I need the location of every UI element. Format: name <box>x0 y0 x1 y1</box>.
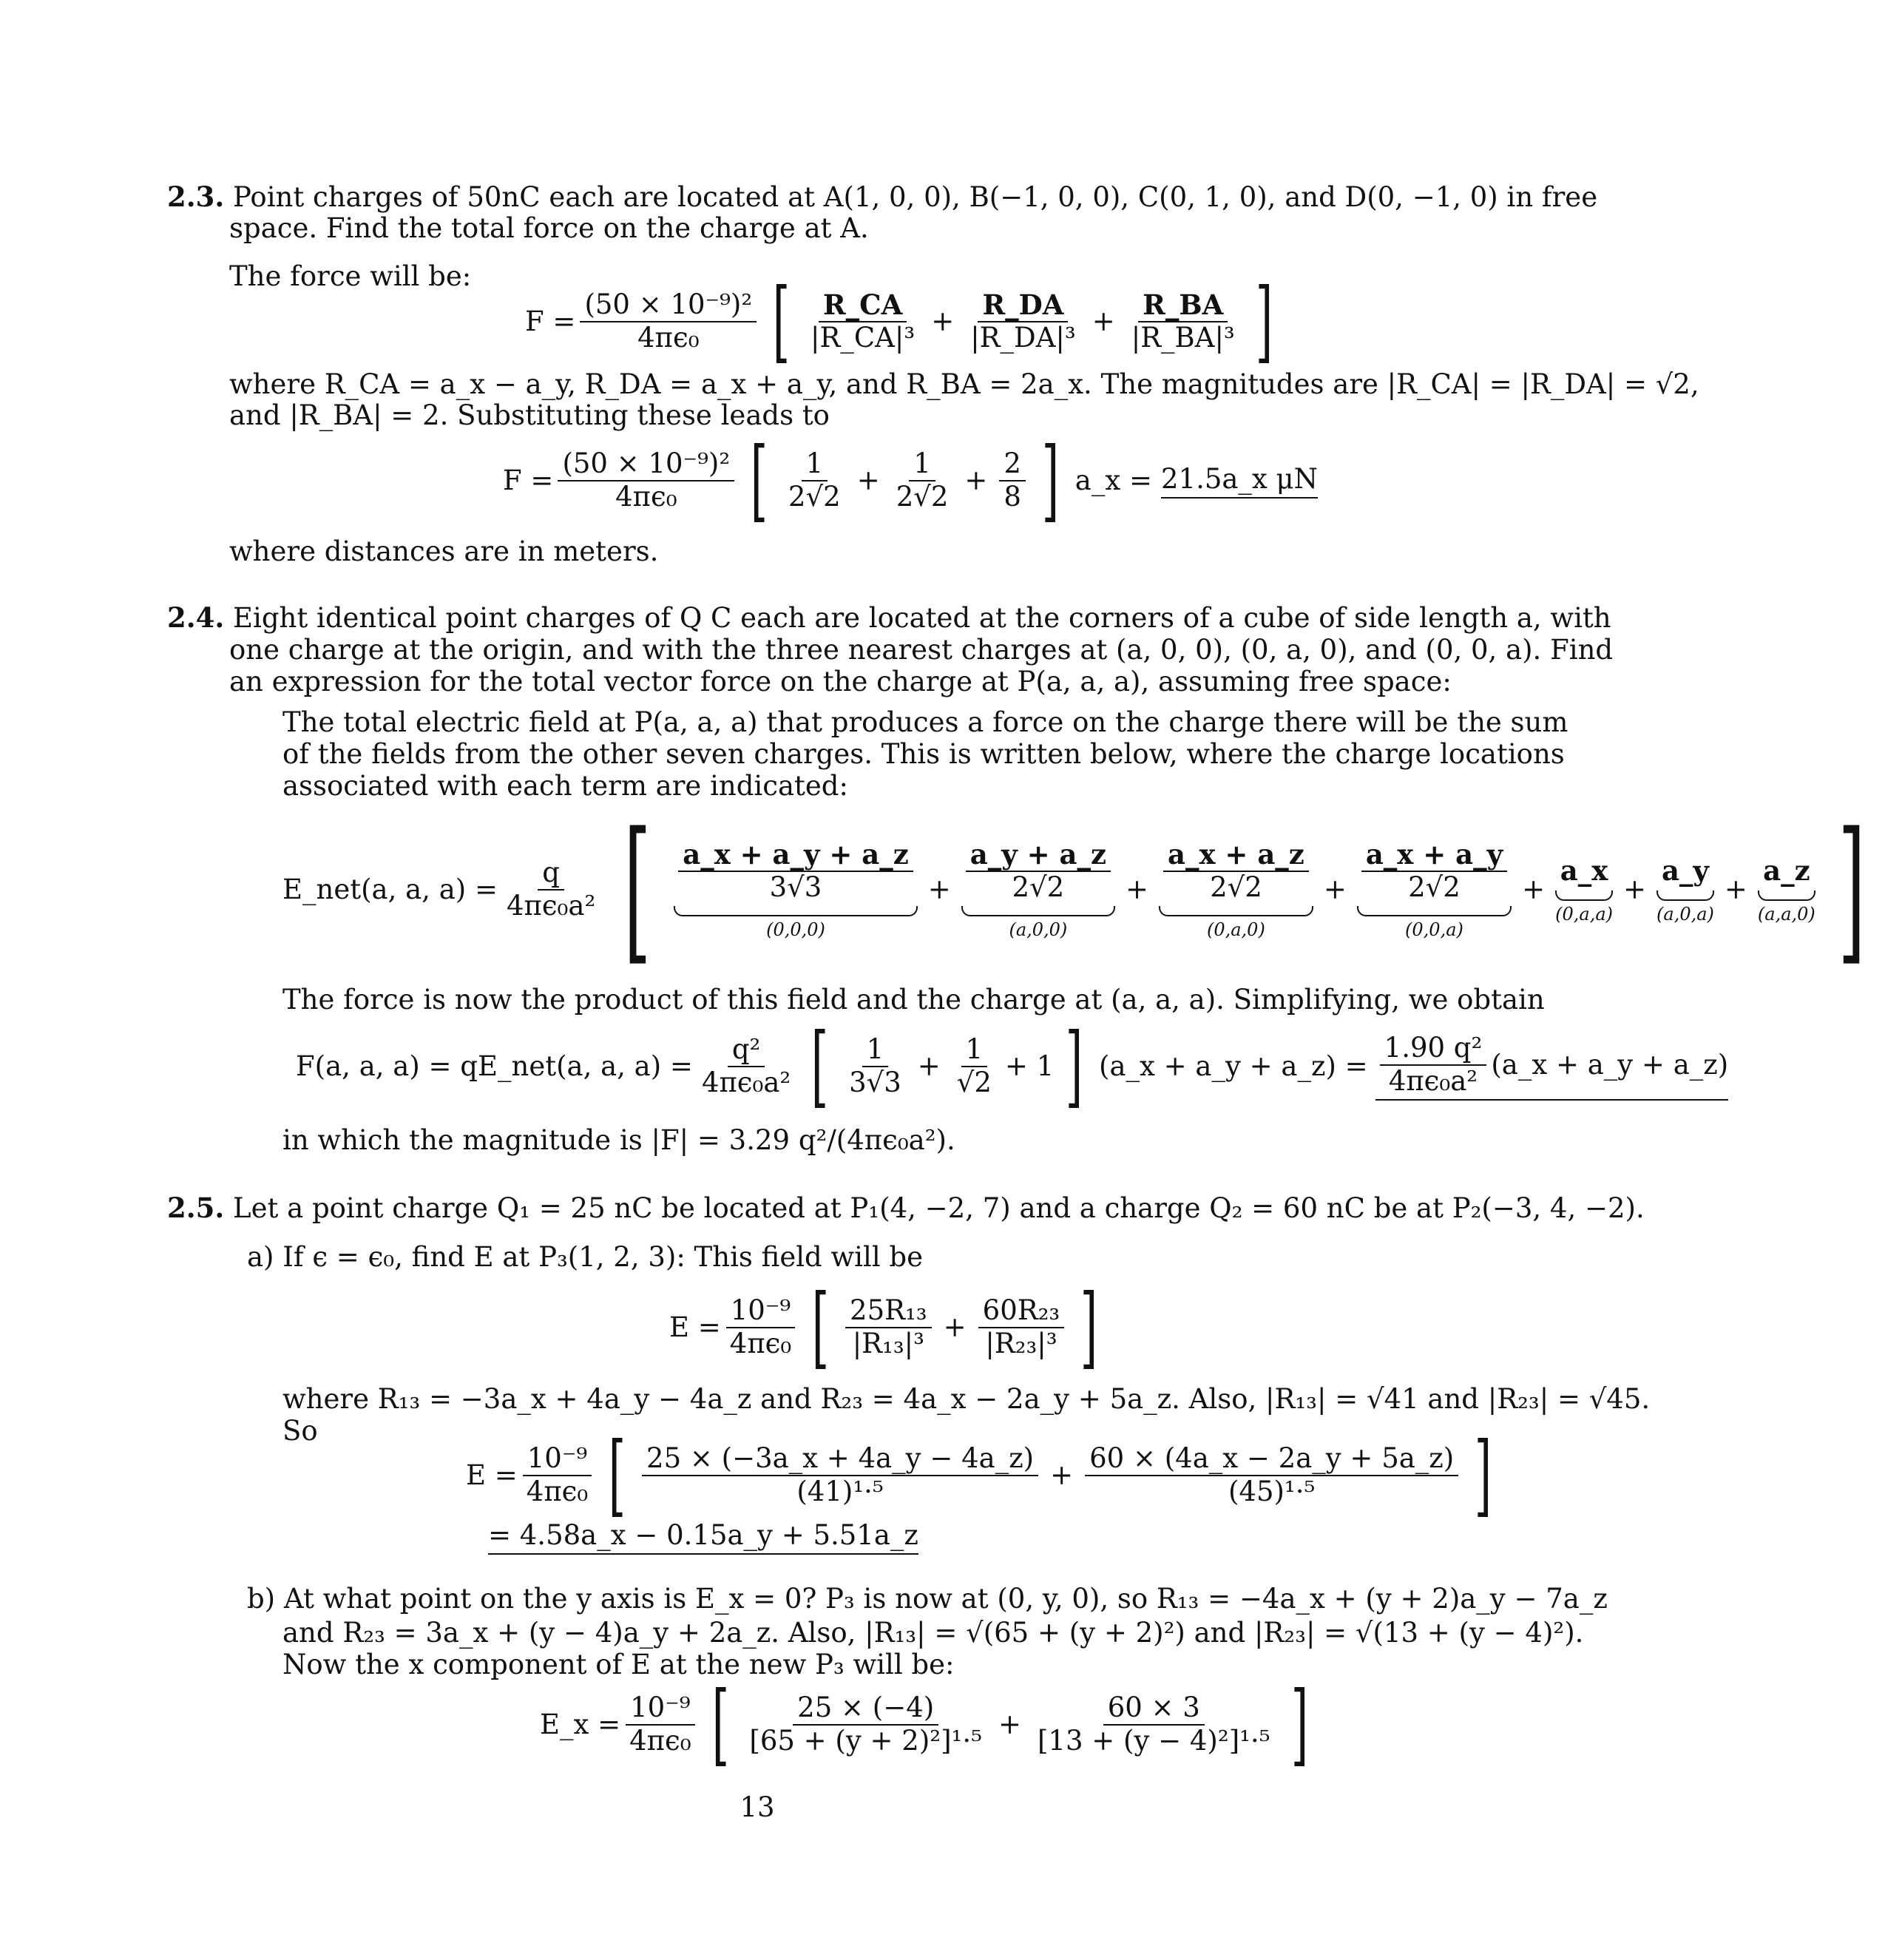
problem-number: 2.3. <box>167 180 225 213</box>
problem-2-5-part-b-line-2: and R₂₃ = 3a_x + (y − 4)a_y + 2a_z. Also, |R₁₃| = √(65 + (y + 2)²) and |R₂₃| = √(13 + (y − 4)²). <box>282 1617 1584 1649</box>
term-0: $\frac{a\_x + a\_y + a\_z}{3√3}$ (0,0,0) <box>674 839 918 940</box>
problem-2-5-line-1: 2.5. Let a point charge Q₁ = 25 nC be located at P₁(4, −2, 7) and a charge Q₂ = 60 nC be at P₂(−3, 4, −2). <box>167 1192 1645 1224</box>
term-6: a_z (a,a,0) <box>1757 854 1815 925</box>
problem-2-4-line-5: of the fields from the other seven charges. This is written below, where the charge locations <box>282 738 1565 770</box>
fraction: $\frac{\text{(50 × 10⁻⁹)²}}{\text{4πϵ₀}}$ <box>580 289 757 354</box>
equation-2-3-force: F = $\frac{\text{(50 × 10⁻⁹)²}}{\text{4πϵ₀}}$ [ $\frac{R\_CA}{\text{|R\_CA|³}}$ + $\frac{R\_DA}{\text{|R\_DA|³}}$ + $\frac{R\_BA}{\text{|R\_BA|³}}$ ] <box>525 270 1273 373</box>
result-underlined: $\frac{\text{1.90 q²}}{\text{4πϵ₀a²}}$ (a_x + a_y + a_z) <box>1375 1033 1729 1100</box>
equation-2-5-substituted: E = $\frac{\text{10⁻⁹}}{\text{4πϵ₀}}$ [ $\frac{25 \times (-3a\_x + 4a\_y - 4a\_z)}{\text{(41)¹·⁵}}$ + $\frac{60 \times (4a\_x - 2a\_y + 5a\_z)}{\text{(45)¹·⁵}}$ ] <box>466 1424 1492 1527</box>
problem-2-4-line-7: The force is now the product of this field and the charge at (a, a, a). Simplifying, we obtain <box>282 984 1545 1016</box>
problem-2-3-line-5: and |R_BA| = 2. Substituting these leads to <box>229 399 830 431</box>
equation-2-3-substituted: F = $\frac{\text{(50 × 10⁻⁹)²}}{\text{4πϵ₀}}$ [ $\frac{1}{2√2}$ + $\frac{1}{2√2}$ + $\frac{2}{8}$ ] a_x = 21.5a_x μN <box>503 429 1318 532</box>
problem-2-3-line-4: where R_CA = a_x − a_y, R_DA = a_x + a_y, and R_BA = 2a_x. The magnitudes are |R_CA| = |R_DA| = √2, <box>229 368 1699 400</box>
problem-2-4-line-1: 2.4. Eight identical point charges of Q C each are located at the corners of a cube of side length a, with <box>167 601 1611 634</box>
underbrace <box>674 906 918 916</box>
equation-2-5-field: E = $\frac{\text{10⁻⁹}}{\text{4πϵ₀}}$ [ $\frac{\text{25R₁₃}}{\text{|R₁₃|³}}$ + $\frac{\text{60R₂₃}}{\text{|R₂₃|³}}$ ] <box>669 1276 1098 1379</box>
result-underlined: = 4.58a_x − 0.15a_y + 5.51a_z <box>488 1519 918 1555</box>
problem-2-4-line-2: one charge at the origin, and with the three nearest charges at (a, 0, 0), (0, a, 0), and (0, 0, a). Find <box>229 634 1614 666</box>
problem-2-3-line-6: where distances are in meters. <box>229 535 659 567</box>
term-2: $\frac{a\_x + a\_z}{2√2}$ (0,a,0) <box>1159 839 1313 940</box>
problem-2-4-line-3: an expression for the total vector force on the charge at P(a, a, a), assuming free space: <box>229 666 1452 697</box>
problem-2-5-line-3: So <box>282 1415 318 1447</box>
equation-2-4-force: F(a, a, a) = qE_net(a, a, a) = $\frac{\text{q²}}{\text{4πϵ₀a²}}$ [ $\frac{1}{3√3}$ + $\frac{1}{√2}$ + 1 ] (a_x + a_y + a_z) = $\frac{\text{1.90 q²}}{\text{4πϵ₀a²}}$ (a_x + a_y + a_z) <box>296 1015 1729 1118</box>
problem-2-4-line-6: associated with each term are indicated: <box>282 770 848 802</box>
problem-2-5-part-a: a) If ϵ = ϵ₀, find E at P₃(1, 2, 3): This field will be <box>247 1241 924 1273</box>
right-bracket: ] <box>1255 270 1273 373</box>
problem-2-5-part-b-line-3: Now the x component of E at the new P₃ will be: <box>282 1649 955 1680</box>
problem-2-3-line-2: space. Find the total force on the charge at A. <box>229 212 869 244</box>
problem-2-4-line-4: The total electric field at P(a, a, a) that produces a force on the charge there will be the sum <box>282 706 1568 738</box>
term-4: a_x (0,a,a) <box>1555 854 1613 925</box>
problem-2-3-line-3: The force will be: <box>229 260 472 292</box>
left-bracket: [ <box>772 270 791 373</box>
page-number: 13 <box>740 1791 775 1823</box>
problem-2-5-part-b-line-1: b) At what point on the y axis is E_x = 0? P₃ is now at (0, y, 0), so R₁₃ = −4a_x + (y + 2)a_y − 7a_z <box>247 1583 1608 1615</box>
result-underlined: 21.5a_x μN <box>1161 463 1318 499</box>
equation-2-5-ex: E_x = $\frac{\text{10⁻⁹}}{\text{4πϵ₀}}$ [ $\frac{25 \times (-4)}{\text{[65 + (y + 2)²]¹·⁵}}$ + $\frac{60 \times 3}{\text{[13 + (y − 4)²]¹·⁵}}$ ] <box>540 1673 1308 1776</box>
term-3: $\frac{a\_x + a\_y}{2√2}$ (0,0,a) <box>1357 839 1512 940</box>
term-5: a_y (a,0,a) <box>1656 854 1714 925</box>
problem-2-5-line-2: where R₁₃ = −3a_x + 4a_y − 4a_z and R₂₃ = 4a_x − 2a_y + 5a_z. Also, |R₁₃| = √41 and |R₂₃| = √45. <box>282 1383 1651 1415</box>
term-1: $\frac{a\_y + a\_z}{2√2}$ (a,0,0) <box>961 839 1115 940</box>
problem-2-4-line-8: in which the magnitude is |F| = 3.29 q²/(4πϵ₀a²). <box>282 1124 955 1156</box>
equation-2-4-field: E_net(a, a, a) = $\frac{q}{\text{4πϵ₀a²}}$ [ $\frac{a\_x + a\_y + a\_z}{3√3}$ (0,0,0) + $\frac{a\_y + a\_z}{2√2}$ (a,0,0) + $\frac{a\_x + a\_z}{2√2}$ (0,a,0) + $\frac{a\_x + a\_y}{2√2}$ (0,0,a) + a_x (0,a,a) + a_y (a,0,a) + a_z (a,a,0) ] <box>282 799 1866 980</box>
problem-2-3-line-1: 2.3. Point charges of 50nC each are located at A(1, 0, 0), B(−1, 0, 0), C(0, 1, 0), and D(0, −1, 0) in free <box>167 180 1598 213</box>
